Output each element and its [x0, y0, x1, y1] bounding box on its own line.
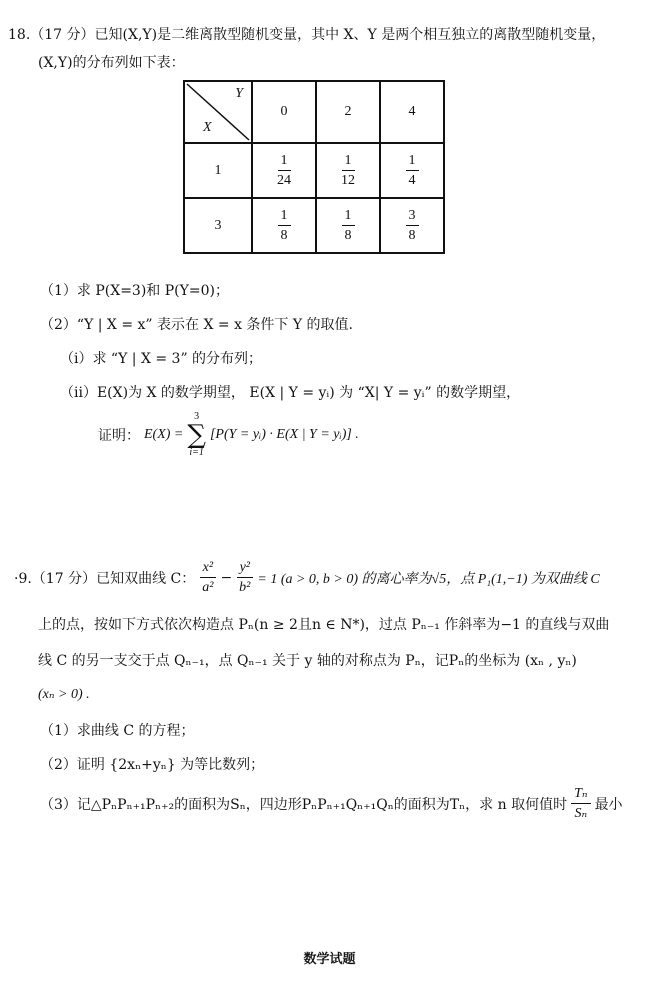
- part3-tail: 最小: [594, 796, 623, 813]
- q19-line1: ·9.（17 分）已知双曲线 C： $\frac{\text{x²}}{\text{a²}}$ − $\frac{\text{y²}}{\text{b²}}$ = 1 (a > 0, b > 0) 的离心率为√5，点 P₁(1,−1) 为双曲线 C: [14, 560, 600, 595]
- table-cell: $\frac{1}{24}$: [252, 143, 316, 198]
- q19-line3: 线 C 的另一支交于点 Qₙ₋₁，点 Qₙ₋₁ 关于 y 轴的对称点为 Pₙ，记Pₙ的坐标为 (xₙ , yₙ): [38, 653, 577, 669]
- q18-proof: [98, 412, 359, 458]
- q18-part2i: （i）求 “Y | X = 3” 的分布列；: [60, 351, 263, 367]
- x-fraction: $\frac{\text{x²}}{\text{a²}}$: [199, 560, 216, 595]
- q19-part2: （2）证明 {2xₙ+yₙ} 为等比数列；: [40, 757, 265, 773]
- table-cell: $\frac{3}{8}$: [380, 198, 444, 253]
- header-y-0: 0: [252, 81, 316, 143]
- q19-line4: (xₙ > 0) .: [38, 687, 90, 702]
- proof-rhs: [P(Y = yᵢ) · E(X | Y = yᵢ)] .: [209, 427, 359, 442]
- table-cell: $\frac{1}{8}$: [316, 198, 380, 253]
- tn-sn-fraction: $\frac{\text{Tₙ}}{\text{Sₙ}}$: [571, 786, 590, 821]
- header-y-2: 4: [380, 81, 444, 143]
- q19-part1: （1）求曲线 C 的方程；: [40, 723, 195, 739]
- table-row: [184, 198, 444, 253]
- proof-label: 证明：: [98, 428, 140, 444]
- q18-part1: （1）求 P(X=3)和 P(Y=0)；: [40, 283, 229, 299]
- q18-lead: 18.（17 分）已知(X,Y)是二维离散型随机变量，其中 X、Y 是两个相互独立的离散型随机变量，: [8, 27, 606, 43]
- q19-part3: [40, 786, 623, 821]
- q19-line2: 上的点，按如下方式依次构造点 Pₙ(n ≥ 2且n ∈ N*)，过点 Pₙ₋₁ 作斜率为−1 的直线与双曲: [38, 617, 610, 633]
- distribution-table: [183, 80, 445, 254]
- q18-part2: （2）“Y | X = x” 表示在 X = x 条件下 Y 的取值.: [40, 317, 354, 333]
- table-cell: $\frac{1}{12}$: [316, 143, 380, 198]
- page-footer: 数学试题: [303, 952, 356, 967]
- q18-part2ii: （ii）E(X)为 X 的数学期望， E(X | Y = yᵢ) 为 “X| Y = yᵢ” 的数学期望，: [60, 385, 521, 401]
- part3-text: （3）记△PₙPₙ₊₁Pₙ₊₂的面积为Sₙ，四边形PₙPₙ₊₁Qₙ₊₁Qₙ的面积为Tₙ，求 n 取何值时: [40, 796, 568, 813]
- sum-symbol: 3 ∑ i=1: [187, 411, 206, 458]
- table-cell: $\frac{1}{8}$: [252, 198, 316, 253]
- table-row: [184, 143, 444, 198]
- y-fraction: $\frac{\text{y²}}{\text{b²}}$: [236, 560, 253, 595]
- eq-tail: = 1 (a > 0, b > 0) 的离心率为√5，点 P₁(1,−1) 为双曲线 C: [257, 571, 600, 587]
- table-corner-cell: [184, 81, 252, 143]
- proof-lhs: E(X) =: [144, 427, 184, 442]
- q19-num: ·9.（17 分）已知双曲线 C：: [14, 570, 196, 587]
- q18-lead2: (X,Y)的分布列如下表：: [38, 55, 185, 71]
- row-x-label: 3: [184, 198, 252, 253]
- header-y-1: 2: [316, 81, 380, 143]
- corner-x-label: X: [203, 120, 212, 135]
- corner-y-label: Y: [235, 86, 243, 101]
- row-x-label: 1: [184, 143, 252, 198]
- table-cell: $\frac{1}{4}$: [380, 143, 444, 198]
